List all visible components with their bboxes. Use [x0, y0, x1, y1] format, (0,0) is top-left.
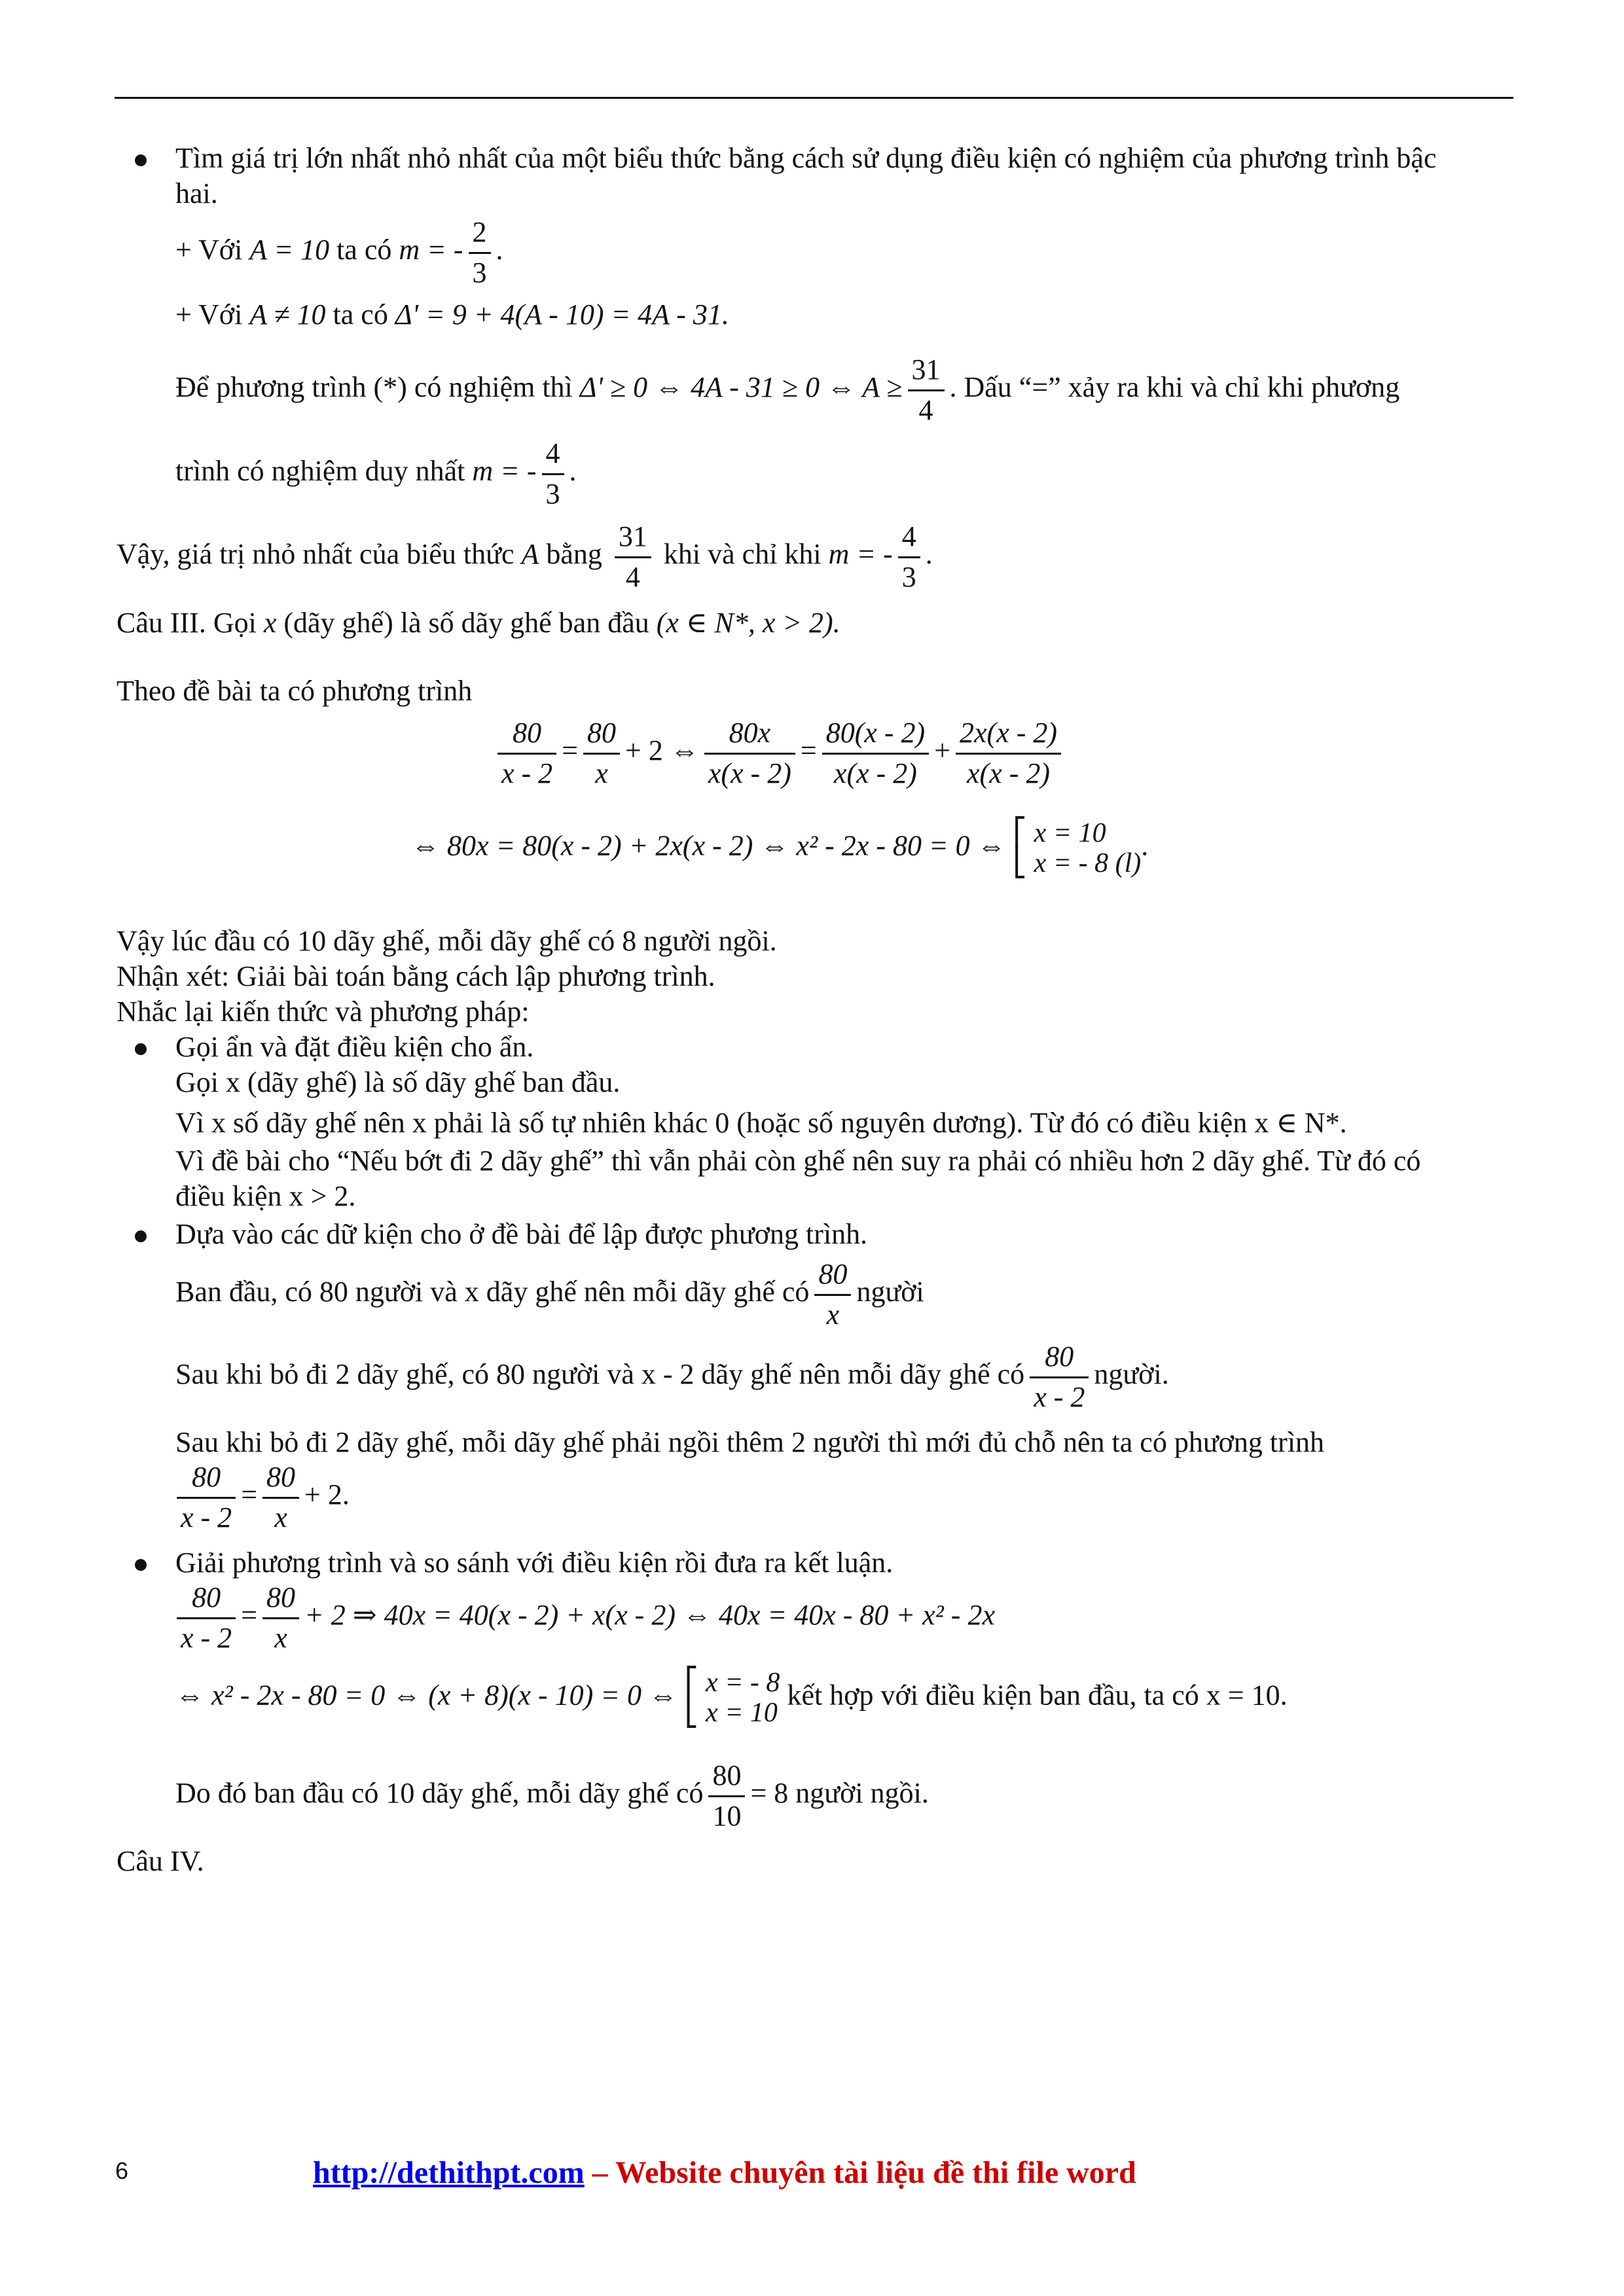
fraction: $\frac{2}{3}$ [469, 216, 491, 289]
case-2-mid: ta có [325, 298, 395, 331]
footer [313, 2155, 1136, 2191]
eq2-expression: ⇔ 80x = 80(x - 2) + 2x(x - 2) ⇔ x² - 2x - 80 = 0 ⇔ [411, 829, 1006, 862]
method-step-3-equation: $\frac{80}{x - 2}$ = $\frac{80}{x}$ + 2 ⇒ 40x = 40(x - 2) + x(x - 2) ⇔ 40x = 40x - 80 + x² - 2x [171, 1581, 995, 1655]
case-1-line: + Với A = 10 ta có m = - $\frac{2}{3}$ . [175, 216, 503, 289]
fraction: $\frac{31}{4}$ [615, 520, 651, 594]
case-1-condition: A = 10 [249, 234, 330, 266]
conclusion-b: bằng [539, 538, 609, 571]
method-step-2-equation: $\frac{80}{x - 2}$ = $\frac{80}{x}$ + 2. [171, 1461, 350, 1534]
case-2-label: + Với [175, 298, 250, 331]
bullet [135, 1043, 147, 1055]
fraction: $\frac{80}{x}$ [814, 1258, 851, 1331]
fraction: $\frac{80(x - 2)}{x(x - 2)}$ [822, 717, 929, 790]
condition-after: . Dấu “=” xảy ra khi và chỉ khi phương [949, 371, 1400, 404]
method-step-2-line-2: Sau khi bỏ đi 2 dãy ghế, có 80 người và x - 2 dãy ghế nên mỗi dãy ghế có $\frac{80}{x - 2}$ người. [175, 1340, 1169, 1413]
method-step-3: Giải phương trình và so sánh với điều kiện rồi đưa ra kết luận. [175, 1547, 893, 1579]
page-number: 6 [115, 2157, 129, 2184]
q3-var: x [263, 607, 277, 639]
eq1-plus: + 2 ⇔ [625, 734, 699, 767]
method-step-2-line-3: Sau khi bỏ đi 2 dãy ghế, mỗi dãy ghế phải ngồi thêm 2 người thì mới đủ chỗ nên ta có phương trình [175, 1426, 1325, 1458]
case-brace: ⎡ ⎣ [1013, 818, 1027, 879]
bullet [135, 1230, 147, 1242]
conclusion-a: Vậy, giá trị nhỏ nhất của biểu thức [117, 538, 522, 571]
conclusion-line: Vậy, giá trị nhỏ nhất của biểu thức A bằng $\frac{31}{4}$ khi và chỉ khi m = - $\frac{4}{3}$ . [117, 520, 933, 593]
method-step-2-line-1: Ban đầu, có 80 người và x dãy ghế nên mỗi dãy ghế có $\frac{80}{x}$ người [175, 1258, 924, 1331]
q3-intro: Câu III. Gọi [117, 607, 264, 639]
b3-cases: x = - 8 x = 10 [705, 1668, 780, 1729]
condition-expression: Δ' ≥ 0 ⇔ 4A - 31 ≥ 0 ⇔ A ≥ [579, 371, 903, 404]
unique-text: trình có nghiệm duy nhất [175, 455, 473, 488]
fraction: $\frac{80}{x - 2}$ [1030, 1340, 1089, 1414]
question-3-intro [117, 606, 840, 641]
fraction: $\frac{4}{3}$ [542, 437, 564, 511]
bullet-text-cont: hai. [175, 177, 218, 209]
method-step-3-line-2: ⇔ x² - 2x - 80 = 0 ⇔ (x + 8)(x - 10) = 0 ⇔ ⎡ ⎣ x = - 8 x = 10 kết hợp với điều kiện ban đầu, ta có x = 10. [175, 1668, 1288, 1729]
fraction: $\frac{80x}{x(x - 2)}$ [704, 717, 795, 790]
conclusion-lhs: m = - [828, 538, 893, 571]
remark-line: Nhận xét: Giải bài toán bằng cách lập phương trình. [117, 960, 715, 992]
bullet [135, 154, 147, 166]
fraction: $\frac{4}{3}$ [898, 520, 920, 594]
fraction: $\frac{2x(x - 2)}{x(x - 2)}$ [956, 717, 1061, 790]
conclusion-c: khi và chỉ khi [656, 538, 829, 571]
fraction: $\frac{80}{x - 2}$ [177, 1461, 236, 1534]
case-2-condition: A ≠ 10 [249, 298, 326, 331]
fraction: $\frac{80}{x - 2}$ [177, 1581, 236, 1655]
q3-domain: (x ∈ N*, x > 2). [656, 607, 840, 639]
recall-line: Nhắc lại kiến thức và phương pháp: [117, 996, 530, 1028]
condition-text: Để phương trình (*) có nghiệm thì [175, 371, 580, 404]
unique-line: trình có nghiệm duy nhất m = - $\frac{4}{3}$ . [175, 437, 577, 510]
bullet-text: Tìm giá trị lớn nhất nhỏ nhất của một biểu thức bằng cách sử dụng điều kiện có nghiệm của phương trình bậc [175, 142, 1437, 174]
case-2-expression: Δ' = 9 + 4(A - 10) = 4A - 31. [395, 298, 729, 331]
method-step-1-line-1: Gọi x (dãy ghế) là số dãy ghế ban đầu. [175, 1066, 621, 1098]
case-1-label: + Với [175, 234, 250, 266]
footer-tagline: – Website chuyên tài liệu đề thi file word [584, 2155, 1136, 2190]
answer-line: Vậy lúc đầu có 10 dãy ghế, mỗi dãy ghế có 8 người ngồi. [117, 925, 777, 957]
footer-link[interactable]: http://dethithpt.com [313, 2155, 585, 2190]
fraction: $\frac{80}{x - 2}$ [497, 717, 556, 790]
q3-intro2: (dãy ghế) là số dãy ghế ban đầu [276, 607, 657, 639]
case-1-lhs: m = - [399, 234, 463, 266]
case-brace: ⎡ ⎣ [684, 1668, 698, 1729]
method-step-3-line-3: Do đó ban đầu có 10 dãy ghế, mỗi dãy ghế có $\frac{80}{10}$ = 8 người ngồi. [175, 1759, 929, 1832]
fraction: $\frac{80}{10}$ [708, 1759, 745, 1833]
method-step-1-line-2: Vì x số dãy ghế nên x phải là số tự nhiên khác 0 (hoặc số nguyên dương). Từ đó có điều kiện x ∈ N*. [175, 1107, 1347, 1139]
question-4-label: Câu IV. [117, 1845, 204, 1877]
method-step-1-line-4: điều kiện x > 2. [175, 1180, 356, 1212]
fraction: $\frac{31}{4}$ [908, 353, 945, 427]
case-1-mid: ta có [329, 234, 399, 266]
eq2-cases: x = 10 x = - 8 (l) [1034, 818, 1142, 879]
method-step-2: Dựa vào các dữ kiện cho ở đề bài để lập được phương trình. [175, 1218, 868, 1250]
bullet [135, 1559, 147, 1571]
equation-intro: Theo đề bài ta có phương trình [117, 675, 473, 707]
method-step-1: Gọi ẩn và đặt điều kiện cho ẩn. [175, 1031, 534, 1063]
header-rule [115, 97, 1513, 99]
equation-1: $\frac{80}{x - 2}$ = $\frac{80}{x}$ + 2 ⇔ $\frac{80x}{x(x - 2)}$ = $\frac{80(x - 2)}{x(x - 2)}$ + $\frac{2x(x - 2)}{x(x - 2)}$ [492, 717, 1066, 790]
equation-2: ⇔ 80x = 80(x - 2) + 2x(x - 2) ⇔ x² - 2x - 80 = 0 ⇔ ⎡ ⎣ x = 10 x = - 8 (l). [411, 818, 1149, 879]
fraction: $\frac{80}{x}$ [583, 717, 620, 790]
condition-line [175, 353, 1399, 427]
unique-lhs: m = - [472, 455, 537, 488]
fraction: $\frac{80}{x}$ [262, 1461, 299, 1534]
conclusion-var: A [521, 538, 539, 571]
fraction: $\frac{80}{x}$ [262, 1581, 299, 1655]
case-2-line [175, 298, 729, 332]
method-step-1-line-3: Vì đề bài cho “Nếu bớt đi 2 dãy ghế” thì vẫn phải còn ghế nên suy ra phải có nhiều hơn 2 dãy ghế. Từ đó có [175, 1145, 1421, 1177]
